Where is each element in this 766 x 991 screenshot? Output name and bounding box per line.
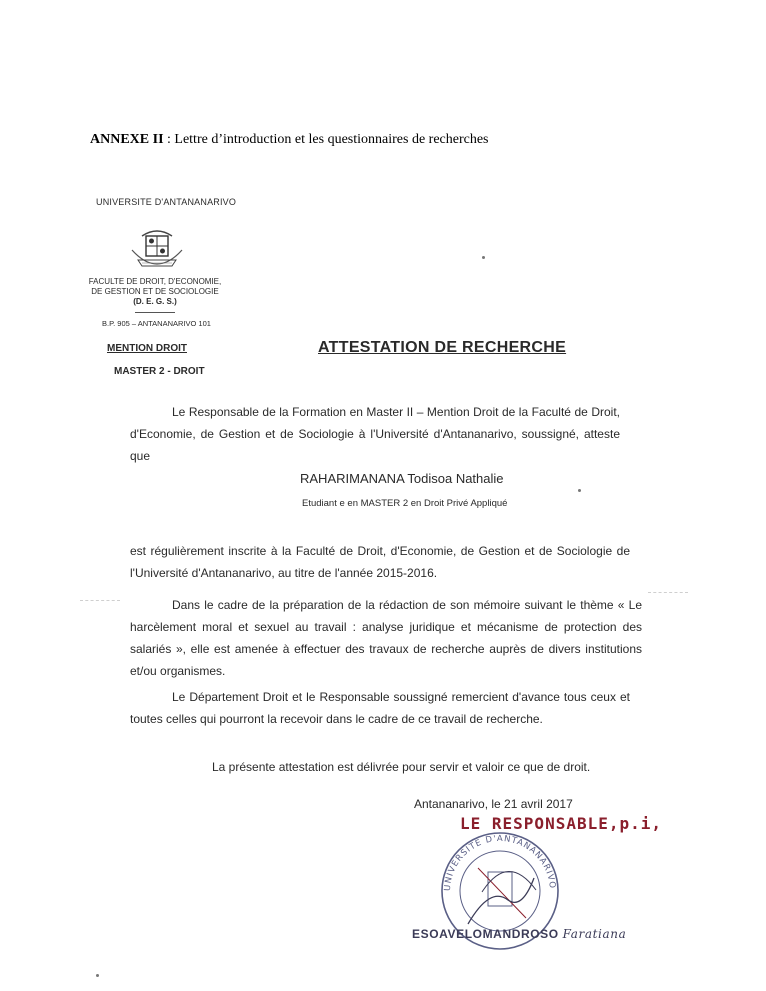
signatory-firstname: Faratiana xyxy=(562,927,627,941)
university-crest-icon xyxy=(124,226,190,276)
university-name: UNIVERSITE D'ANTANANARIVO xyxy=(96,197,237,207)
student-status: Etudiant e en MASTER 2 en Droit Privé Appliqué xyxy=(302,498,508,509)
scan-artifact-line xyxy=(648,592,688,593)
master-label: MASTER 2 - DROIT xyxy=(114,366,205,377)
signatory xyxy=(412,927,626,941)
paragraph-closing: La présente attestation est délivrée pour servir et valoir ce que de droit. xyxy=(212,760,591,774)
annex-label: ANNEXE II xyxy=(90,132,164,147)
paragraph-intro: Le Responsable de la Formation en Master II – Mention Droit de la Faculté de Droit, d'Economie, de Gestion et de Sociologie à l'Université d'Antananarivo, soussigné, atteste que xyxy=(130,405,620,463)
annex-heading xyxy=(90,132,489,148)
scan-speck xyxy=(96,974,99,977)
signature-mark: ,p.i, xyxy=(608,814,663,833)
svg-text:UNIVERSITE D'ANTANANARIVO xyxy=(443,834,557,891)
scan-speck xyxy=(482,256,485,259)
student-name: RAHARIMANANA Todisoa Nathalie xyxy=(300,471,504,486)
header-divider xyxy=(135,312,175,313)
signatory-lastname: ESOAVELOMANDROSO xyxy=(412,927,559,941)
faculty-line-2: DE GESTION ET DE SOCIOLOGIE xyxy=(91,287,219,296)
mention-label: MENTION DROIT xyxy=(107,343,187,354)
responsible-label: LE RESPONSABLE xyxy=(460,814,609,833)
paragraph-thanks: Le Département Droit et le Responsable soussigné remercient d'avance tous ceux et toutes celles qui pourront la recevoir dans le cadre de ce travail de recherche. xyxy=(130,690,630,726)
paragraph-enrollment: est régulièrement inscrite à la Faculté de Droit, d'Economie, de Gestion et de Sociologie de l'Université d'Antananarivo, au titre de l'année 2015-2016. xyxy=(130,544,630,580)
postal-address: B.P. 905 – ANTANANARIVO 101 xyxy=(102,319,211,328)
faculty-line-1: FACULTE DE DROIT, D'ECONOMIE, xyxy=(88,277,222,286)
scan-speck xyxy=(578,489,581,492)
paragraph-research-theme: Dans le cadre de la préparation de la rédaction de son mémoire suivant le thème « Le harcèlement moral et sexuel au travail : analyse juridique et mécanisme de protection des salariés », elle est amenée à effectuer des travaux de recherche auprès de divers institutions et/ou organismes. xyxy=(130,598,642,678)
place-date: Antananarivo, le 21 avril 2017 xyxy=(414,797,573,811)
annex-text: : Lettre d’introduction et les questionnaires de recherches xyxy=(163,132,489,147)
document-title: ATTESTATION DE RECHERCHE xyxy=(318,339,567,356)
stamp-text: UNIVERSITE D'ANTANANARIVO xyxy=(442,833,558,892)
scan-artifact-line xyxy=(80,600,120,601)
faculty-abbr: (D. E. G. S.) xyxy=(133,297,177,306)
faculty-block xyxy=(80,277,230,307)
